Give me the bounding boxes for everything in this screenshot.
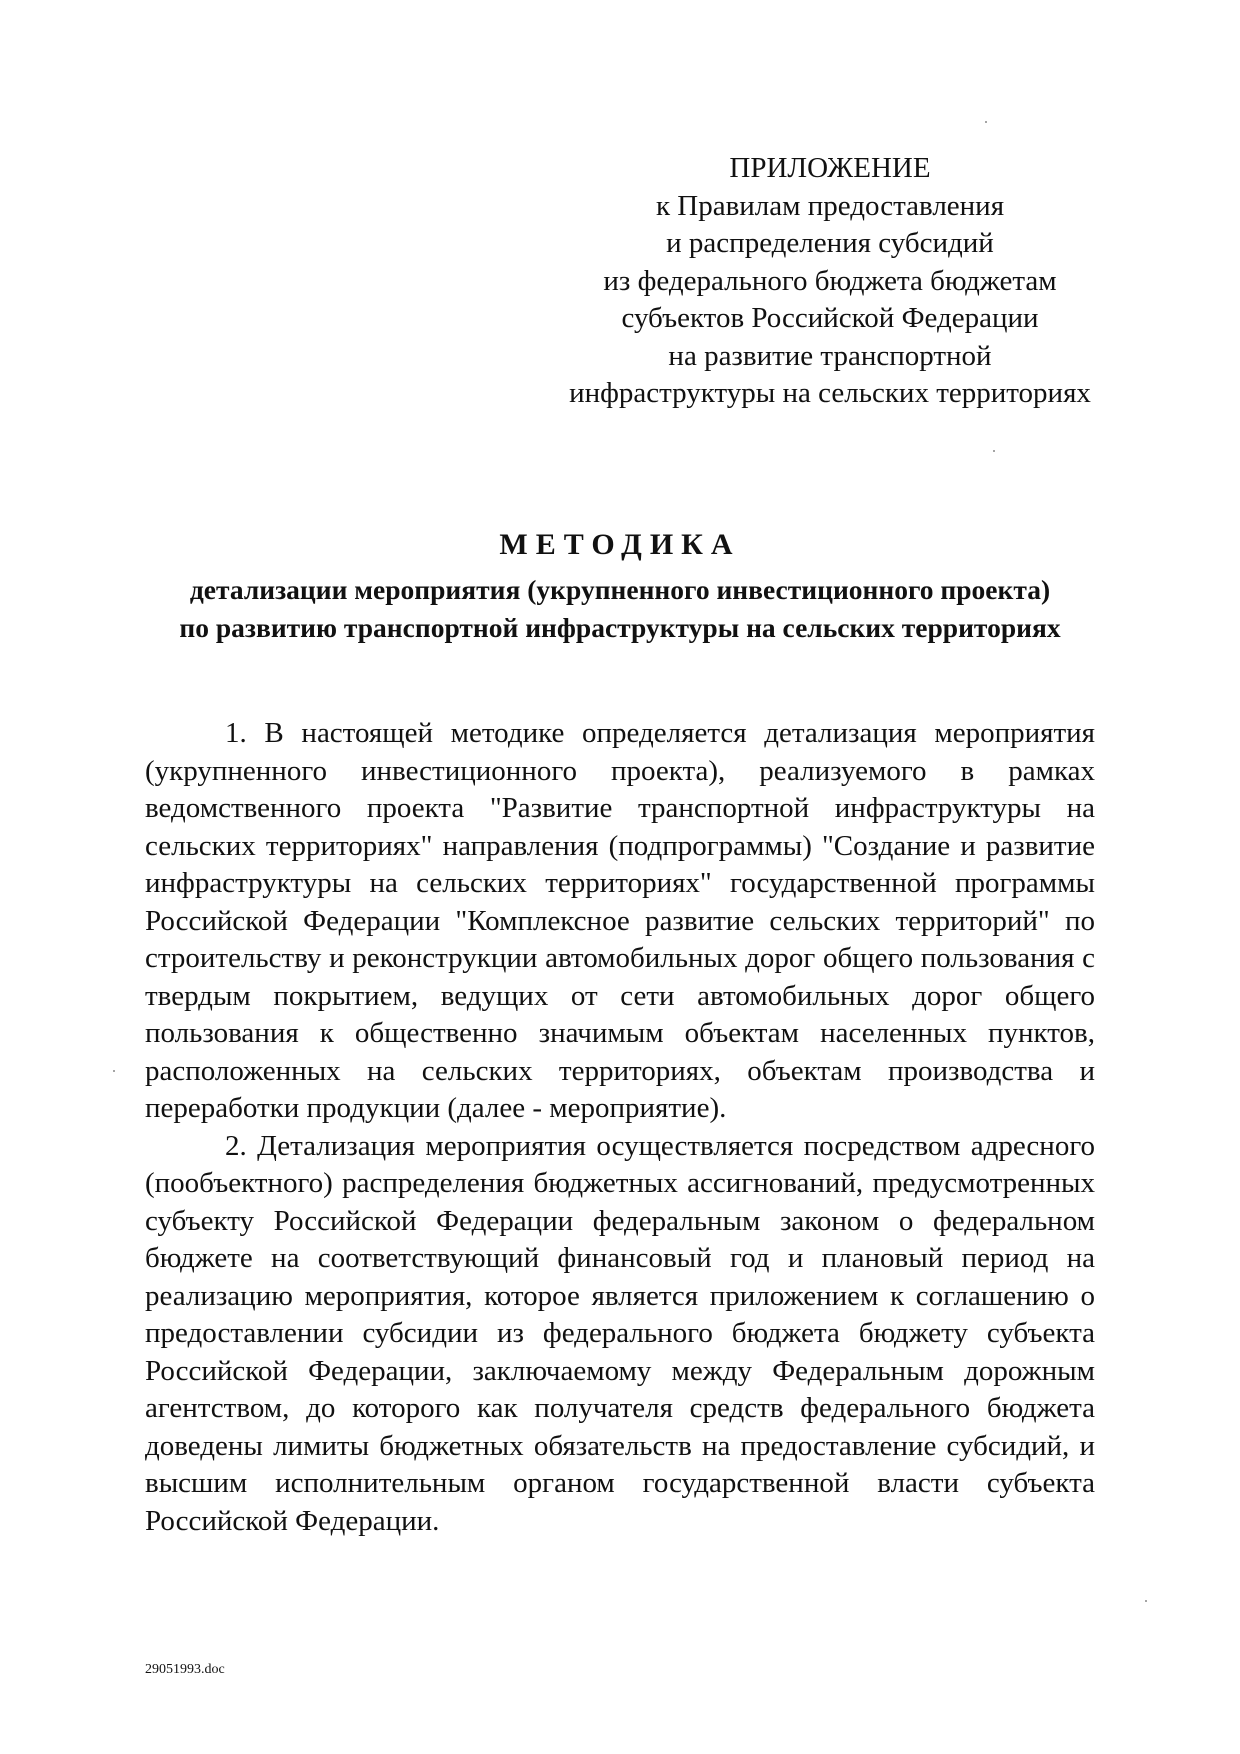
document-body bbox=[145, 715, 1095, 1540]
paragraph-1: 1. В настоящей методике определяется детализация мероприятия (укрупненного инвестиционного проекта), реализуемого в рамках ведомственного проекта "Развитие транспортной инфраструктуры на сельских территориях" направления (подпрограммы) "Создание и развитие инфраструктуры на сельских территориях" государственной программы Российской Федерации "Комплексное развитие сельских территорий" по строительству и реконструкции автомобильных дорог общего пользования с твердым покрытием, ведущих от сети автомобильных дорог общего пользования к общественно значимым объектам населенных пунктов, расположенных на сельских территориях, объектам производства и переработки продукции (далее - мероприятие). bbox=[145, 717, 1095, 1124]
appendix-line: субъектов Российской Федерации bbox=[621, 302, 1039, 334]
appendix-line: на развитие транспортной bbox=[668, 339, 992, 372]
appendix-header bbox=[540, 150, 1120, 413]
document-title: МЕТОДИКА bbox=[499, 528, 741, 561]
appendix-line: к Правилам предоставления bbox=[655, 189, 1005, 222]
scan-speck bbox=[113, 1070, 115, 1072]
appendix-line: из федерального бюджета бюджетам bbox=[603, 264, 1057, 297]
scan-speck bbox=[985, 121, 987, 123]
document-subtitle bbox=[145, 571, 1095, 647]
subtitle-line: по развитию транспортной инфраструктуры на сельских территориях bbox=[179, 612, 1061, 643]
scan-speck bbox=[1145, 1600, 1147, 1602]
appendix-line: и распределения субсидий bbox=[666, 227, 994, 259]
scan-speck bbox=[993, 450, 995, 452]
appendix-title: ПРИЛОЖЕНИЕ bbox=[729, 152, 931, 184]
paragraph-2: 2. Детализация мероприятия осуществляется посредством адресного (пообъектного) распределения бюджетных ассигнований, предусмотренных субъекту Российской Федерации федеральным законом о федеральном бюджете на соответствующий финансовый год и плановый период на реализацию мероприятия, которое является приложением к соглашению о предоставлении субсидии из федерального бюджета бюджету субъекта Российской Федерации, заключаемому между Федеральным дорожным агентством, до которого как получателя средств федерального бюджета доведены лимиты бюджетных обязательств на предоставление субсидий, и высшим исполнительным органом государственной власти субъекта Российской Федерации. bbox=[145, 1129, 1095, 1537]
appendix-line: инфраструктуры на сельских территориях bbox=[569, 377, 1091, 409]
footer-filename: 29051993.doc bbox=[145, 1662, 225, 1677]
subtitle-line: детализации мероприятия (укрупненного инвестиционного проекта) bbox=[189, 574, 1051, 605]
